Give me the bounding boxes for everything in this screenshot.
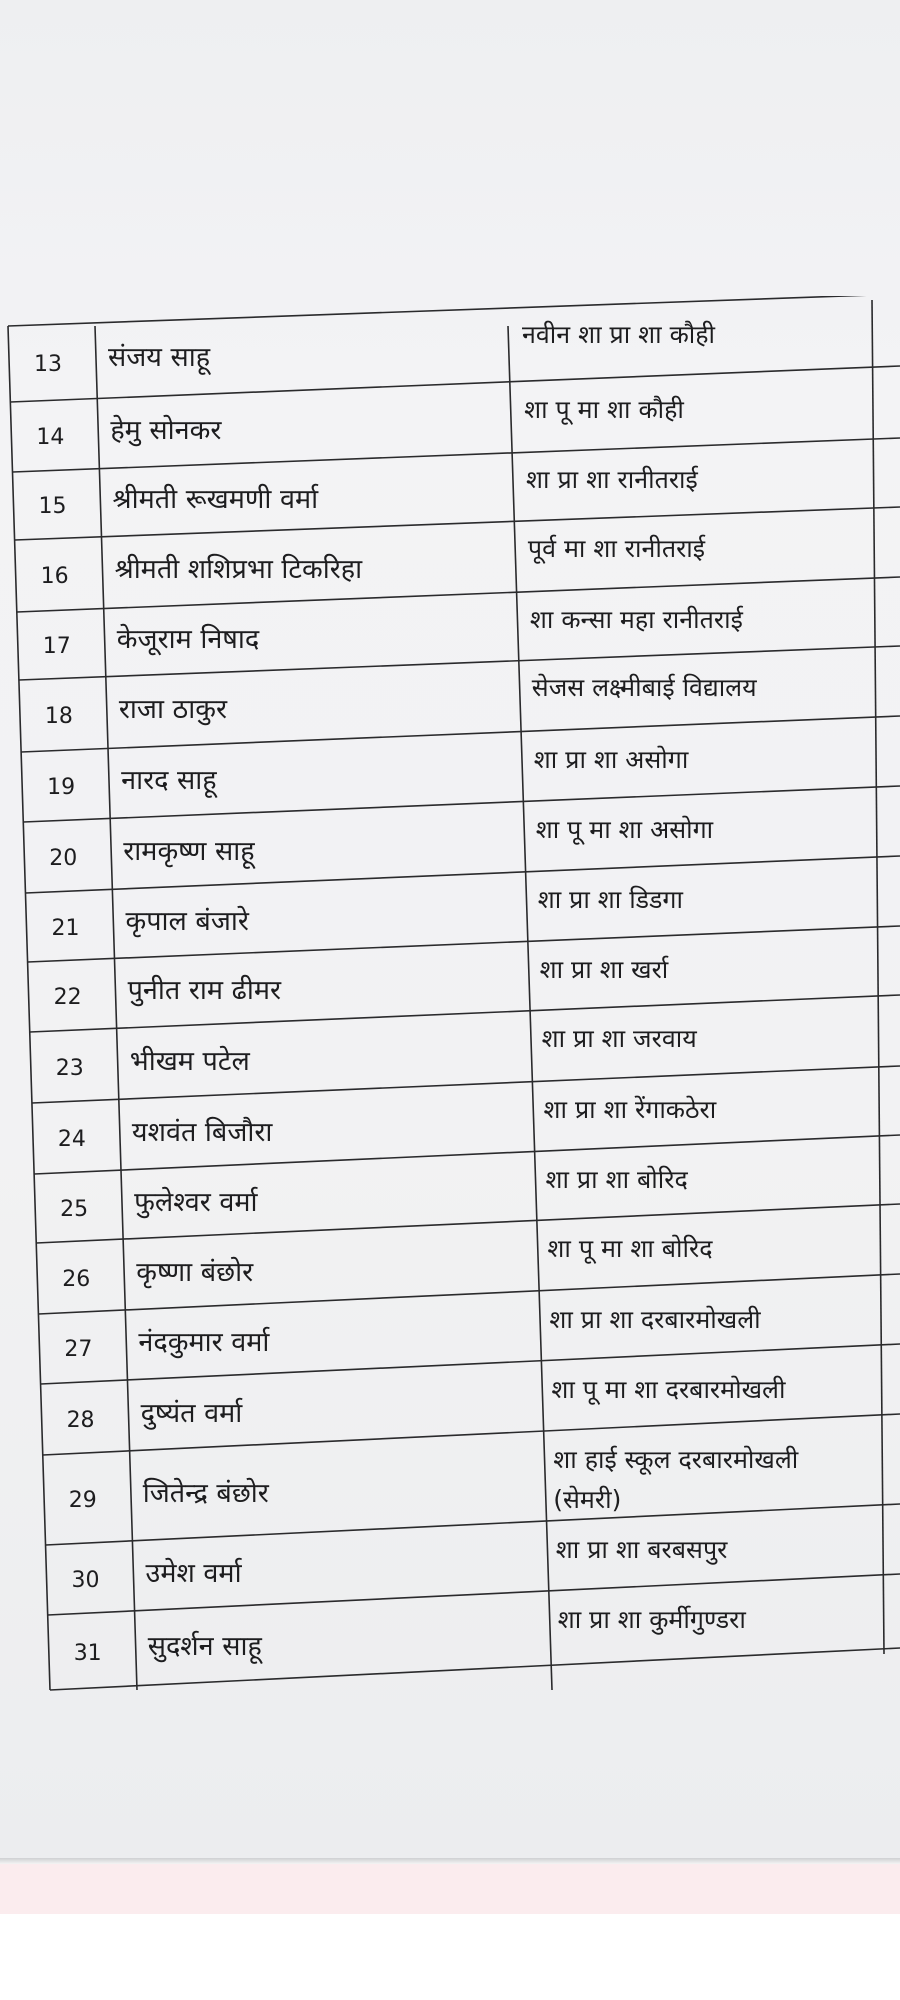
staff-name: नंदकुमार वर्मा — [138, 1327, 270, 1358]
school-name: शा पू मा शा असोगा — [535, 814, 714, 844]
school-name: शा प्रा शा खर्रा — [539, 954, 669, 984]
school-name: सेजस लक्ष्मीबाई विद्यालय — [531, 673, 757, 703]
viewer-separator — [0, 1864, 900, 1914]
staff-name: जितेन्द्र बंछोर — [142, 1478, 269, 1509]
staff-name: भीखम पटेल — [129, 1045, 250, 1077]
school-name: शा कन्सा महा रानीतराई — [529, 604, 743, 634]
staff-name: रामकृष्ण साहू — [123, 835, 255, 867]
row-number: 16 — [40, 564, 69, 589]
school-name: शा प्रा शा असोगा — [533, 744, 689, 774]
staff-name: कृपाल बंजारे — [125, 905, 249, 937]
row-line — [8, 296, 900, 326]
column-line — [95, 326, 137, 1690]
row-number: 19 — [47, 775, 76, 800]
row-number: 25 — [60, 1196, 89, 1222]
staff-name: उमेश वर्मा — [145, 1558, 242, 1589]
school-name: पूर्व मा शा रानीतराई — [527, 533, 706, 563]
viewer-bottom-area — [0, 1914, 900, 2000]
staff-name: सुदर्शन साहू — [147, 1630, 262, 1662]
staff-name: यशवंत बिजौरा — [131, 1116, 273, 1148]
row-number: 30 — [71, 1568, 100, 1593]
staff-name: नारद साहू — [121, 765, 217, 796]
staff-table — [0, 296, 900, 1696]
school-name: शा पू मा शा कौही — [524, 394, 684, 424]
school-name: शा प्रा शा बरबसपुर — [555, 1535, 728, 1565]
school-name: नवीन शा प्रा शा कौही — [522, 320, 715, 350]
row-number: 20 — [49, 845, 78, 871]
school-name: शा प्रा शा कुर्मीगुण्डरा — [557, 1605, 746, 1635]
row-number: 24 — [57, 1126, 86, 1152]
row-number: 27 — [64, 1337, 93, 1362]
school-name: शा प्रा शा जरवाय — [541, 1024, 697, 1054]
row-number: 23 — [55, 1055, 84, 1081]
column-line — [872, 300, 884, 1654]
row-number: 13 — [34, 352, 62, 377]
school-name-line2: (सेमरी) — [553, 1485, 622, 1515]
row-number: 26 — [62, 1266, 91, 1292]
staff-name: हेमु सोनकर — [110, 415, 222, 446]
staff-name: केजूराम निषाद — [116, 624, 260, 655]
staff-name: पुनीत राम ढीमर — [127, 975, 282, 1006]
school-name: शा प्रा शा बोरिद — [545, 1165, 688, 1195]
staff-name: श्रीमती शशिप्रभा टिकरिहा — [114, 554, 363, 585]
column-line — [8, 326, 50, 1690]
row-number: 28 — [66, 1407, 95, 1433]
staff-name: संजय साहू — [108, 342, 211, 373]
row-number: 22 — [53, 985, 82, 1010]
row-number: 15 — [38, 494, 67, 519]
school-name: शा प्रा शा रानीतराई — [526, 465, 698, 495]
school-name: शा पू मा शा बोरिद — [547, 1234, 713, 1264]
staff-name: कृष्णा बंछोर — [136, 1256, 254, 1288]
staff-name: श्रीमती रूखमणी वर्मा — [112, 484, 319, 515]
school-name: शा प्रा शा डिडगा — [537, 885, 683, 915]
staff-name: दुष्यंत वर्मा — [140, 1397, 243, 1429]
school-name: शा प्रा शा दरबारमोखली — [549, 1304, 761, 1334]
row-number: 29 — [68, 1488, 97, 1513]
school-name: शा पू मा शा दरबारमोखली — [551, 1374, 786, 1404]
school-name: शा हाई स्कूल दरबारमोखली — [553, 1445, 799, 1475]
row-number: 31 — [73, 1640, 102, 1666]
staff-name: फुलेश्वर वर्मा — [134, 1186, 258, 1218]
staff-name: राजा ठाकुर — [118, 694, 227, 725]
row-number: 21 — [51, 915, 80, 941]
school-name: शा प्रा शा रेंगाकठेरा — [543, 1095, 717, 1125]
column-line — [508, 326, 552, 1690]
row-number: 18 — [44, 704, 73, 729]
row-number: 17 — [42, 634, 71, 659]
row-number: 14 — [36, 425, 65, 450]
